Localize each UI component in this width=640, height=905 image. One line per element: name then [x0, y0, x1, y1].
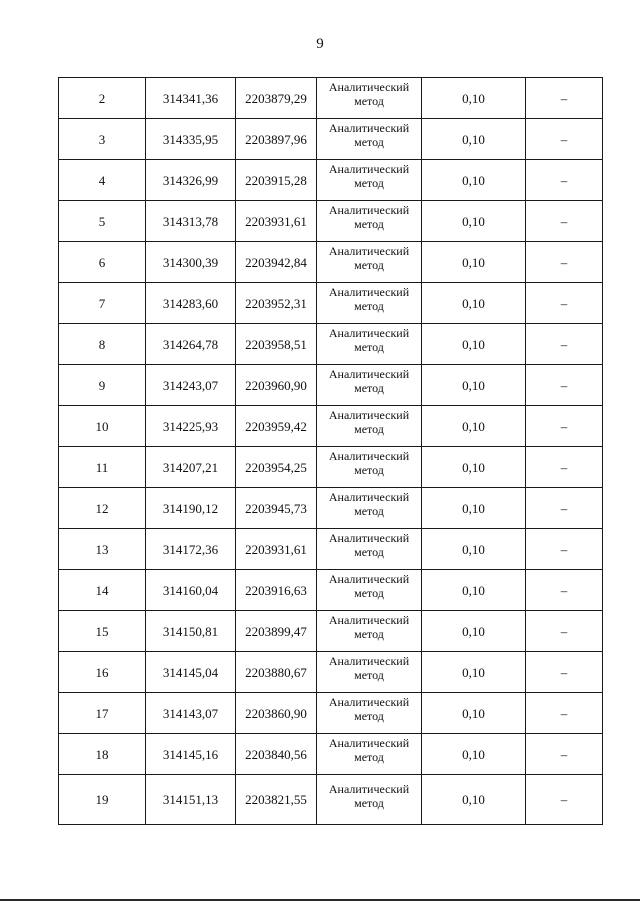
method-line-1: Аналитический: [328, 408, 410, 422]
y-coordinate-cell: 2203821,55: [236, 775, 317, 825]
accuracy-cell: 0,10: [422, 406, 526, 447]
table-row: [59, 693, 603, 734]
method-line-1: Аналитический: [328, 326, 410, 340]
method-cell: [317, 693, 422, 734]
method-line-1: Аналитический: [328, 80, 410, 94]
method-cell: [317, 119, 422, 160]
method-line-1: Аналитический: [328, 654, 410, 668]
point-number-cell: 8: [59, 324, 146, 365]
page-bottom-edge: [0, 899, 640, 901]
table-row: [59, 119, 603, 160]
point-number-cell: 15: [59, 611, 146, 652]
table-row: [59, 365, 603, 406]
table-row: [59, 324, 603, 365]
accuracy-cell: 0,10: [422, 693, 526, 734]
table-row: [59, 242, 603, 283]
method-line-1: Аналитический: [328, 781, 410, 796]
note-cell: –: [526, 283, 603, 324]
point-number-cell: 16: [59, 652, 146, 693]
point-number-cell: 3: [59, 119, 146, 160]
note-cell: –: [526, 160, 603, 201]
table-row: [59, 570, 603, 611]
accuracy-cell: 0,10: [422, 201, 526, 242]
y-coordinate-cell: 2203960,90: [236, 365, 317, 406]
method-line-1: Аналитический: [328, 490, 410, 504]
y-coordinate-cell: 2203952,31: [236, 283, 317, 324]
method-line-1: Аналитический: [328, 162, 410, 176]
method-line-2: метод: [354, 709, 384, 723]
y-coordinate-cell: 2203931,61: [236, 529, 317, 570]
accuracy-cell: 0,10: [422, 529, 526, 570]
method-line-1: Аналитический: [328, 244, 410, 258]
x-coordinate-cell: 314313,78: [146, 201, 236, 242]
method-line-2: метод: [354, 94, 384, 108]
point-number-cell: 10: [59, 406, 146, 447]
note-cell: –: [526, 447, 603, 488]
point-number-cell: 2: [59, 78, 146, 119]
x-coordinate-cell: 314151,13: [146, 775, 236, 825]
accuracy-cell: 0,10: [422, 447, 526, 488]
method-cell: [317, 406, 422, 447]
note-cell: –: [526, 734, 603, 775]
method-line-1: Аналитический: [328, 367, 410, 381]
accuracy-cell: 0,10: [422, 283, 526, 324]
x-coordinate-cell: 314264,78: [146, 324, 236, 365]
point-number-cell: 17: [59, 693, 146, 734]
x-coordinate-cell: 314243,07: [146, 365, 236, 406]
method-cell: [317, 201, 422, 242]
method-cell: [317, 529, 422, 570]
point-number-cell: 6: [59, 242, 146, 283]
note-cell: –: [526, 78, 603, 119]
note-cell: –: [526, 119, 603, 160]
method-cell: [317, 78, 422, 119]
x-coordinate-cell: 314190,12: [146, 488, 236, 529]
x-coordinate-cell: 314145,16: [146, 734, 236, 775]
method-line-2: метод: [354, 627, 384, 641]
note-cell: –: [526, 529, 603, 570]
y-coordinate-cell: 2203879,29: [236, 78, 317, 119]
method-line-1: Аналитический: [328, 613, 410, 627]
table-row: [59, 529, 603, 570]
x-coordinate-cell: 314150,81: [146, 611, 236, 652]
method-line-2: метод: [354, 586, 384, 600]
accuracy-cell: 0,10: [422, 119, 526, 160]
method-cell: [317, 447, 422, 488]
x-coordinate-cell: 314300,39: [146, 242, 236, 283]
point-number-cell: 7: [59, 283, 146, 324]
method-cell: [317, 242, 422, 283]
y-coordinate-cell: 2203897,96: [236, 119, 317, 160]
method-cell: [317, 734, 422, 775]
y-coordinate-cell: 2203915,28: [236, 160, 317, 201]
table-row: [59, 406, 603, 447]
point-number-cell: 19: [59, 775, 146, 825]
method-line-2: метод: [354, 463, 384, 477]
method-cell: [317, 775, 422, 825]
accuracy-cell: 0,10: [422, 78, 526, 119]
method-line-1: Аналитический: [328, 736, 410, 750]
note-cell: –: [526, 652, 603, 693]
y-coordinate-cell: 2203931,61: [236, 201, 317, 242]
method-line-2: метод: [354, 135, 384, 149]
y-coordinate-cell: 2203840,56: [236, 734, 317, 775]
method-line-2: метод: [354, 545, 384, 559]
method-line-2: метод: [354, 504, 384, 518]
method-line-2: метод: [354, 217, 384, 231]
table-row: [59, 160, 603, 201]
point-number-cell: 4: [59, 160, 146, 201]
x-coordinate-cell: 314160,04: [146, 570, 236, 611]
method-line-2: метод: [354, 381, 384, 395]
accuracy-cell: 0,10: [422, 488, 526, 529]
y-coordinate-cell: 2203916,63: [236, 570, 317, 611]
note-cell: –: [526, 570, 603, 611]
page-number: 9: [316, 36, 324, 52]
table-row: [59, 283, 603, 324]
accuracy-cell: 0,10: [422, 775, 526, 825]
point-number-cell: 11: [59, 447, 146, 488]
accuracy-cell: 0,10: [422, 652, 526, 693]
point-number-cell: 18: [59, 734, 146, 775]
x-coordinate-cell: 314326,99: [146, 160, 236, 201]
method-cell: [317, 611, 422, 652]
method-line-1: Аналитический: [328, 531, 410, 545]
method-cell: [317, 365, 422, 406]
y-coordinate-cell: 2203899,47: [236, 611, 317, 652]
method-line-2: метод: [354, 422, 384, 436]
table-row: [59, 652, 603, 693]
note-cell: –: [526, 365, 603, 406]
table-row: [59, 734, 603, 775]
accuracy-cell: 0,10: [422, 611, 526, 652]
point-number-cell: 9: [59, 365, 146, 406]
method-line-1: Аналитический: [328, 285, 410, 299]
method-cell: [317, 652, 422, 693]
method-cell: [317, 488, 422, 529]
y-coordinate-cell: 2203954,25: [236, 447, 317, 488]
method-line-2: метод: [354, 750, 384, 764]
table-row: [59, 775, 603, 825]
accuracy-cell: 0,10: [422, 324, 526, 365]
x-coordinate-cell: 314207,21: [146, 447, 236, 488]
accuracy-cell: 0,10: [422, 242, 526, 283]
coordinates-table: [58, 77, 603, 825]
method-line-2: метод: [354, 795, 384, 810]
y-coordinate-cell: 2203959,42: [236, 406, 317, 447]
x-coordinate-cell: 314341,36: [146, 78, 236, 119]
point-number-cell: 13: [59, 529, 146, 570]
method-cell: [317, 283, 422, 324]
y-coordinate-cell: 2203860,90: [236, 693, 317, 734]
x-coordinate-cell: 314172,36: [146, 529, 236, 570]
x-coordinate-cell: 314225,93: [146, 406, 236, 447]
note-cell: –: [526, 406, 603, 447]
note-cell: –: [526, 242, 603, 283]
table-row: [59, 201, 603, 242]
note-cell: –: [526, 611, 603, 652]
note-cell: –: [526, 693, 603, 734]
accuracy-cell: 0,10: [422, 365, 526, 406]
note-cell: –: [526, 775, 603, 825]
table-row: [59, 78, 603, 119]
y-coordinate-cell: 2203958,51: [236, 324, 317, 365]
method-line-1: Аналитический: [328, 695, 410, 709]
method-line-2: метод: [354, 176, 384, 190]
table-row: [59, 488, 603, 529]
note-cell: –: [526, 488, 603, 529]
method-line-1: Аналитический: [328, 203, 410, 217]
method-line-2: метод: [354, 340, 384, 354]
accuracy-cell: 0,10: [422, 570, 526, 611]
method-cell: [317, 324, 422, 365]
note-cell: –: [526, 201, 603, 242]
coordinates-table-body: [59, 78, 603, 825]
x-coordinate-cell: 314145,04: [146, 652, 236, 693]
y-coordinate-cell: 2203942,84: [236, 242, 317, 283]
point-number-cell: 5: [59, 201, 146, 242]
table-row: [59, 611, 603, 652]
y-coordinate-cell: 2203880,67: [236, 652, 317, 693]
method-line-1: Аналитический: [328, 449, 410, 463]
x-coordinate-cell: 314143,07: [146, 693, 236, 734]
x-coordinate-cell: 314283,60: [146, 283, 236, 324]
x-coordinate-cell: 314335,95: [146, 119, 236, 160]
note-cell: –: [526, 324, 603, 365]
table-row: [59, 447, 603, 488]
accuracy-cell: 0,10: [422, 734, 526, 775]
y-coordinate-cell: 2203945,73: [236, 488, 317, 529]
method-line-1: Аналитический: [328, 572, 410, 586]
method-line-2: метод: [354, 299, 384, 313]
accuracy-cell: 0,10: [422, 160, 526, 201]
method-line-2: метод: [354, 258, 384, 272]
method-cell: [317, 570, 422, 611]
method-cell: [317, 160, 422, 201]
method-line-2: метод: [354, 668, 384, 682]
method-line-1: Аналитический: [328, 121, 410, 135]
point-number-cell: 12: [59, 488, 146, 529]
point-number-cell: 14: [59, 570, 146, 611]
